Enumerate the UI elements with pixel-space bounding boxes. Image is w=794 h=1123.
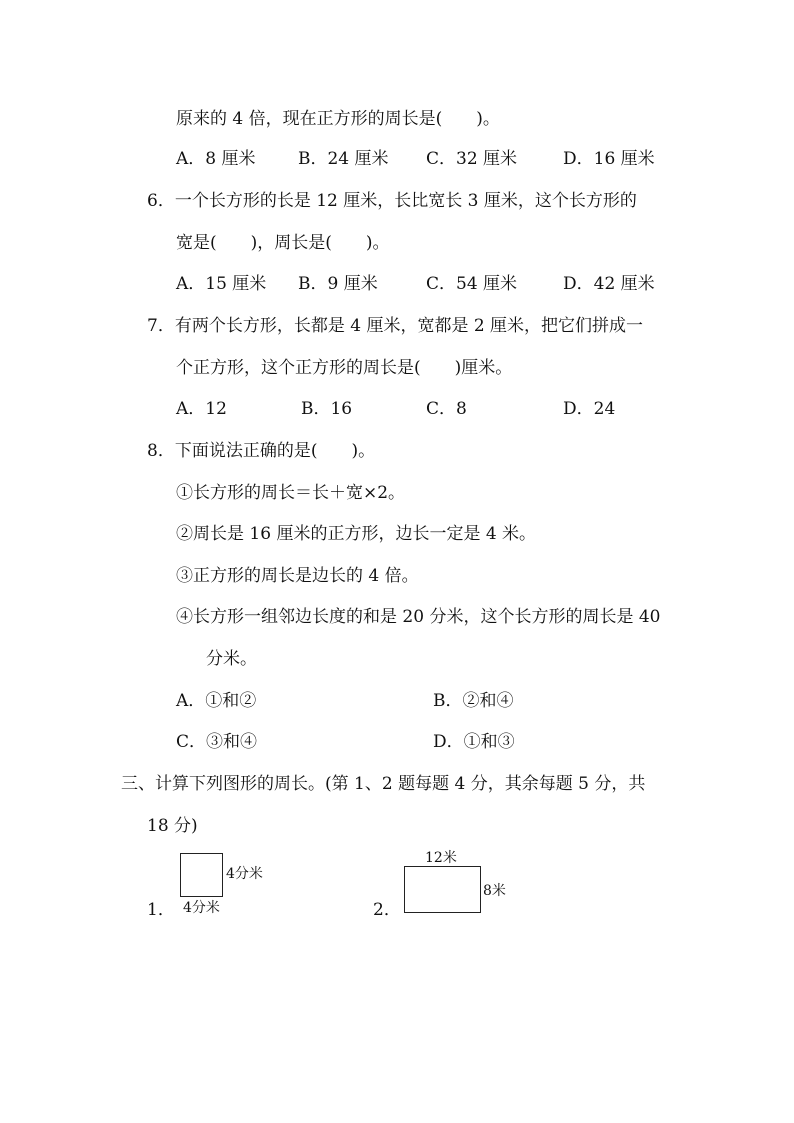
q7-text-line-1: 7．有两个长方形，长都是 4 厘米，宽都是 2 厘米，把它们拼成一 xyxy=(147,316,644,336)
q8-option-b: B．②和④ xyxy=(433,691,514,711)
q6-option-a: A．15 厘米 xyxy=(176,274,267,294)
q8-statement-1: ①长方形的周长＝长＋宽×2。 xyxy=(176,483,406,503)
figure-2-top-label: 12米 xyxy=(425,850,457,866)
q5-option-b: B．24 厘米 xyxy=(298,149,389,169)
q6-text-line-2: 宽是( )，周长是( )。 xyxy=(176,233,390,253)
q5-option-c: C．32 厘米 xyxy=(426,149,518,169)
section-3-heading-line-1: 三、计算下列图形的周长。(第 1、2 题每题 4 分，其余每题 5 分，共 xyxy=(121,774,646,794)
figure-2-rectangle xyxy=(404,866,481,913)
q5-option-d: D．16 厘米 xyxy=(563,149,655,169)
figure-2-number: 2． xyxy=(373,900,401,920)
q8-option-d: D．①和③ xyxy=(433,732,515,752)
section-3-heading-line-2: 18 分) xyxy=(147,816,198,836)
figure-2-right-label: 8米 xyxy=(483,883,506,899)
figure-1-bottom-label: 4分米 xyxy=(183,900,220,916)
q6-option-d: D．42 厘米 xyxy=(563,274,655,294)
q8-option-c: C．③和④ xyxy=(176,732,258,752)
q8-text-line-1: 8．下面说法正确的是( )。 xyxy=(147,441,376,461)
q5-option-a: A．8 厘米 xyxy=(176,149,256,169)
q5-text-line: 原来的 4 倍，现在正方形的周长是( )。 xyxy=(176,109,500,129)
q7-option-b: B．16 xyxy=(301,399,353,419)
q8-statement-3: ③正方形的周长是边长的 4 倍。 xyxy=(176,566,419,586)
q8-option-a: A．①和② xyxy=(176,691,257,711)
q7-option-d: D．24 xyxy=(563,399,616,419)
q7-option-c: C．8 xyxy=(426,399,467,419)
q7-option-a: A．12 xyxy=(176,399,227,419)
q6-option-b: B．9 厘米 xyxy=(298,274,378,294)
figure-1-number: 1． xyxy=(147,900,175,920)
q6-text-line-1: 6．一个长方形的长是 12 厘米，长比宽长 3 厘米，这个长方形的 xyxy=(147,191,637,211)
q8-statement-2: ②周长是 16 厘米的正方形，边长一定是 4 米。 xyxy=(176,524,537,544)
q6-option-c: C．54 厘米 xyxy=(426,274,518,294)
q8-statement-4: ④长方形一组邻边长度的和是 20 分米，这个长方形的周长是 40 xyxy=(176,607,661,627)
figure-1-square xyxy=(180,853,223,897)
figure-1-right-label: 4分米 xyxy=(226,866,263,882)
q7-text-line-2: 个正方形，这个正方形的周长是( )厘米。 xyxy=(176,358,513,378)
q8-statement-4-continued: 分米。 xyxy=(206,649,257,669)
